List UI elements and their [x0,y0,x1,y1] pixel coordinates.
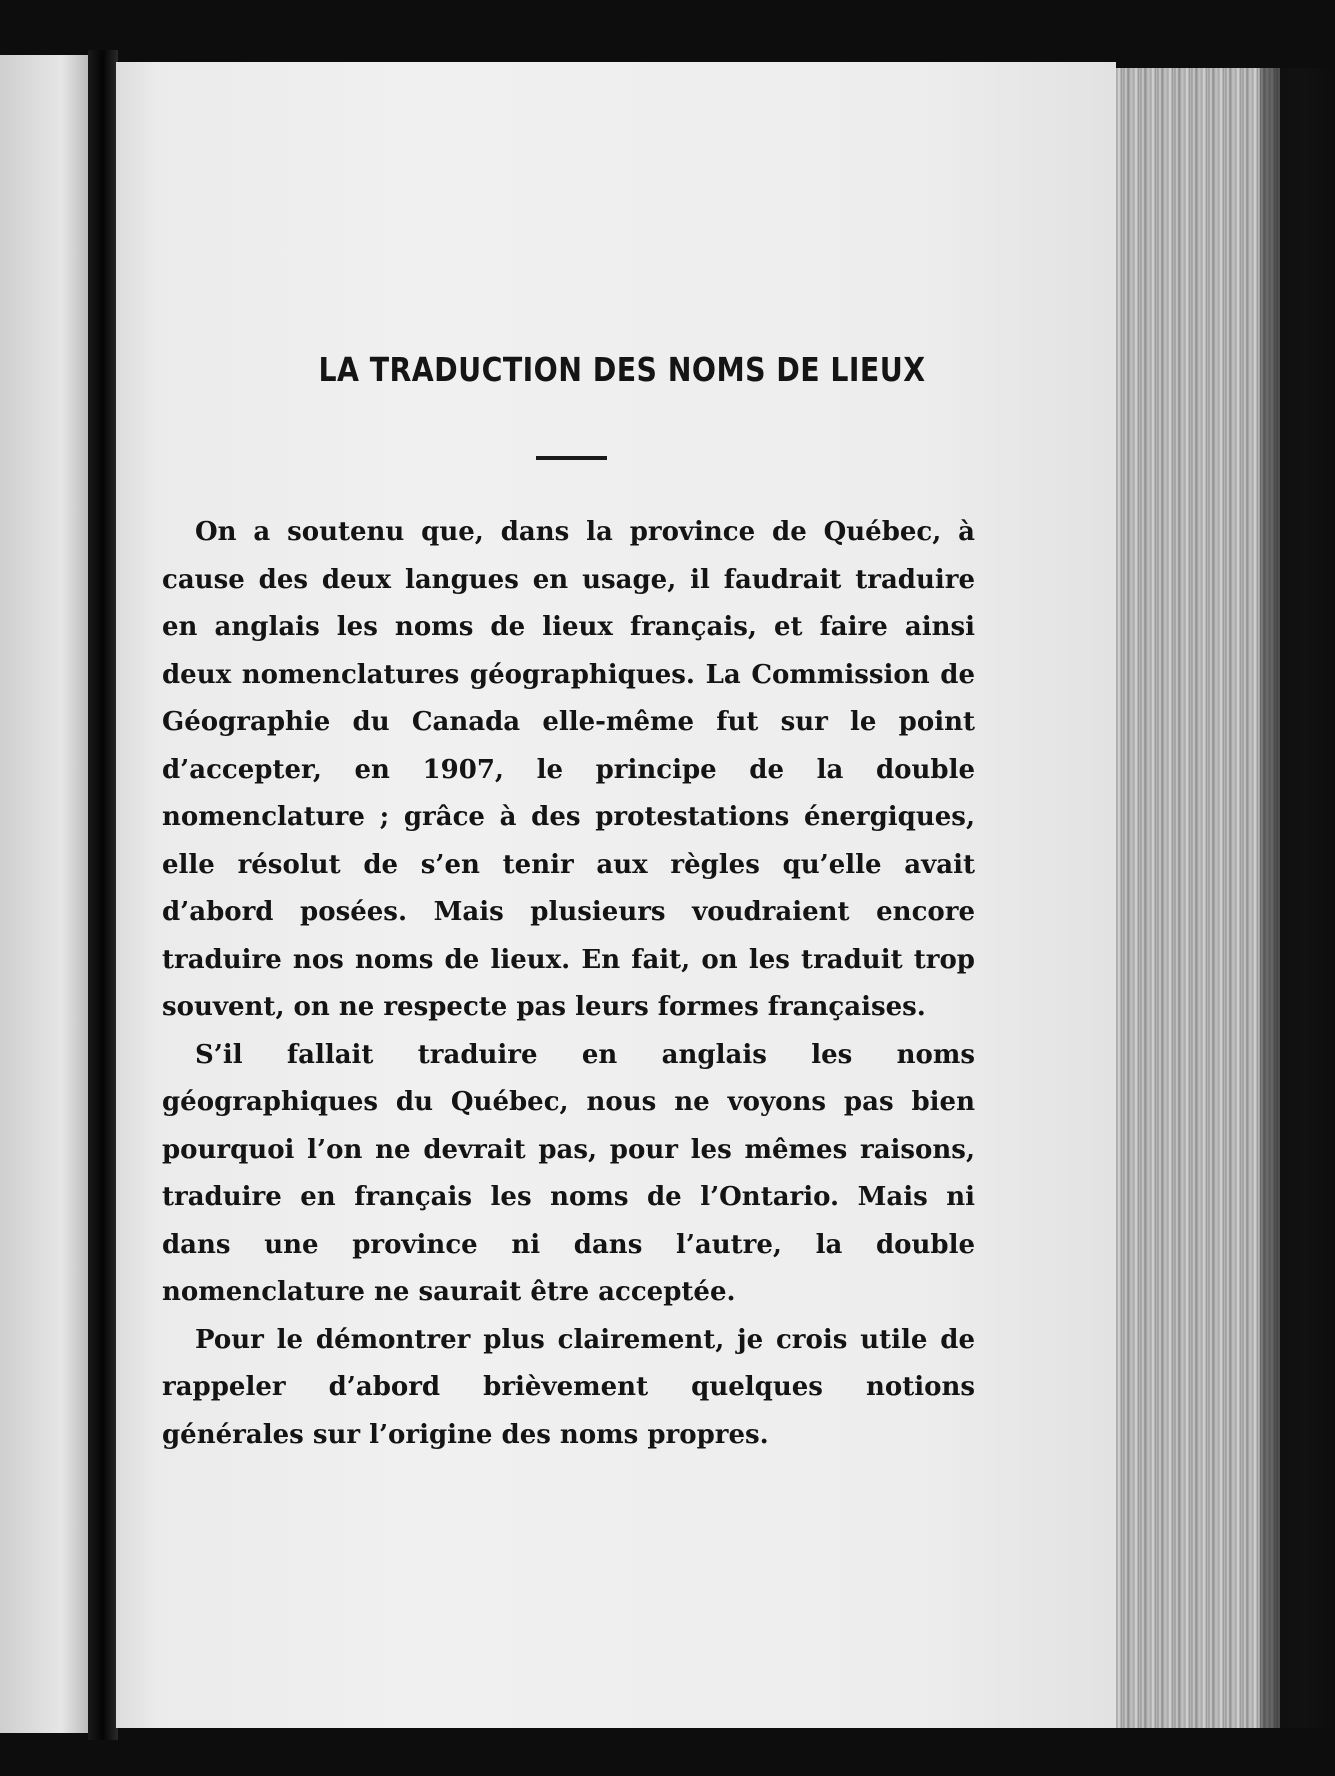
body-text [162,509,975,1459]
page-title: LA TRADUCTION DES NOMS DE LIEUX [318,350,926,389]
previous-page-edge [0,55,88,1733]
paragraph-1: On a soutenu que, dans la province de Québec, à cause des deux langues en usage, il faudrait traduire en anglais les noms de lieux français, et faire ainsi deux nomenclatures géographiques. La Commission de Géographie du Canada elle-même fut sur le point d’accepter, en 1907, le principe de la double nomenclature ; grâce à des protestations énergiques, elle résolut de s’en tenir aux règles qu’elle avait d’abord posées. Mais plusieurs voudraient encore traduire nos noms de lieux. En fait, on les traduit trop souvent, on ne respecte pas leurs formes françaises. [162,517,975,1022]
paragraph-2: S’il fallait traduire en anglais les noms géographiques du Québec, nous ne voyons pas bien pourquoi l’on ne devrait pas, pour les mêmes raisons, traduire en français les noms de l’Ontario. Mais ni dans une province ni dans l’autre, la double nomenclature ne saurait être acceptée. [162,1039,975,1307]
paragraph-3: Pour le démontrer plus clairement, je crois utile de rappeler d’abord brièvement quelques notions générales sur l’origine des noms propres. [162,1324,975,1450]
page-stack-shadow [1260,68,1335,1728]
book-page [116,62,1116,1728]
title-divider [536,456,607,460]
page-stack-edges [1105,68,1280,1728]
book-gutter [88,50,118,1740]
